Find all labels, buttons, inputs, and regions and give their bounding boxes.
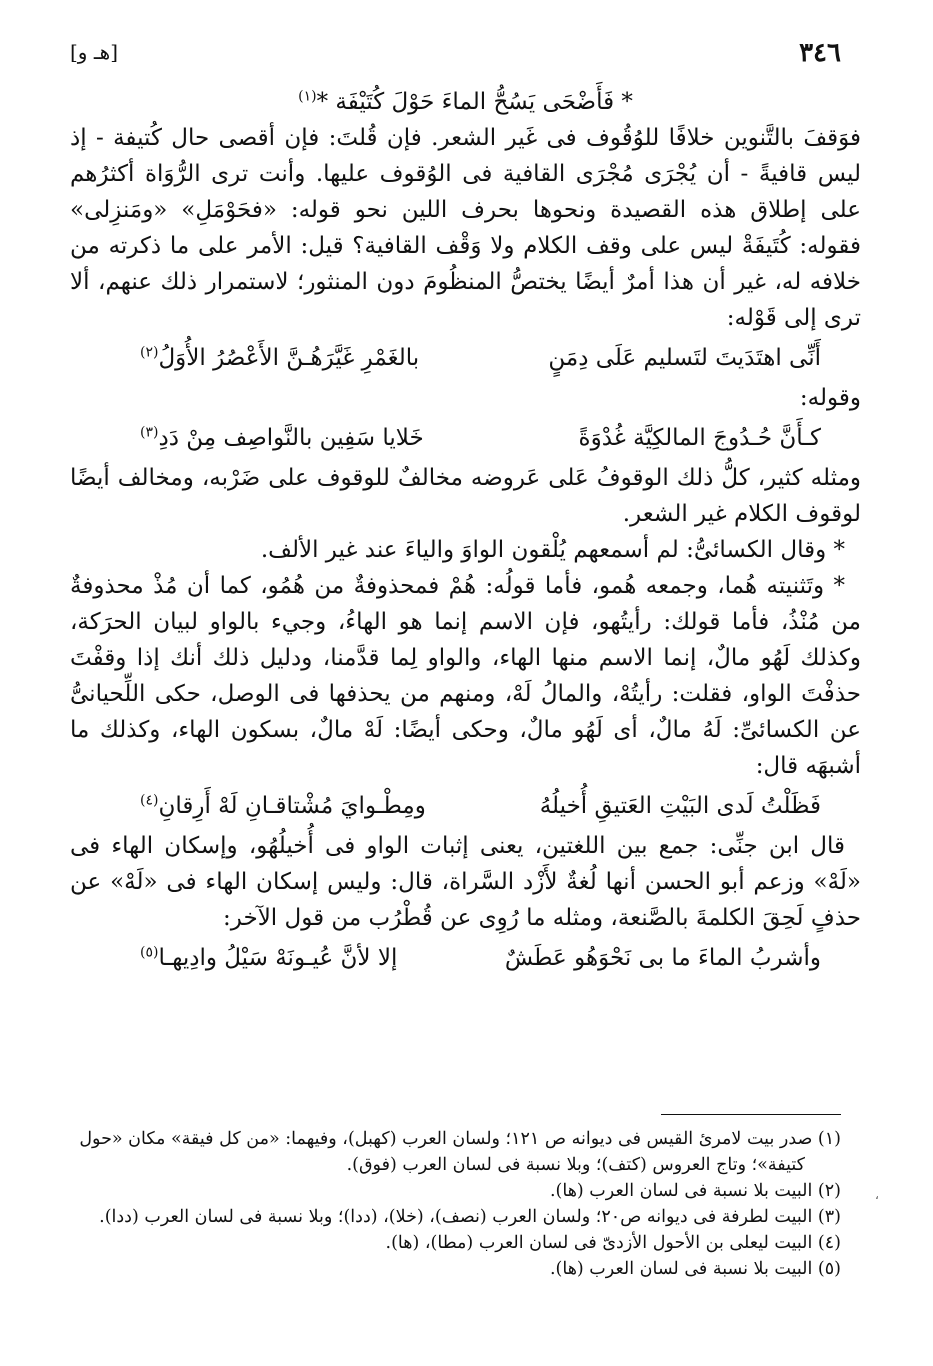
verse-text: ومِطْـوايَ مُشْتاقـانِ لَهْ أَرِقانِ xyxy=(158,793,426,819)
headword-verse: * فَأَضْحَى يَسُحُّ الماءَ حَوْلَ كُتَيْفَة * xyxy=(316,89,633,115)
verse-first-hemistich: فَظَلْتُ لَدى البَيْتِ العَتيقِ أُخيلُهُ xyxy=(539,793,821,819)
footnote-divider xyxy=(661,1114,841,1115)
verse-first-hemistich: كـأَنَّ حُـدُوجَ المالكِيَّة غُدْوَةً xyxy=(578,425,821,451)
section-marker: [هـ و] xyxy=(70,40,119,64)
footnote-ref: (٣) xyxy=(140,424,159,441)
footnote-ref: (٢) xyxy=(140,344,159,361)
verse-line xyxy=(70,786,861,826)
footnote-continuation: كتيفة»؛ وتاج العروس (كتف)؛ وبلا نسبة فى لسان العرب (فوق). xyxy=(346,1155,805,1175)
footnote: (٥) البيت بلا نسبة فى لسان العرب (ها). xyxy=(549,1259,841,1279)
footnotes xyxy=(70,1126,841,1282)
footnote: (١) صدر بيت لامرئ القيس فى ديوانه ص ١٢١؛ ولسان العرب (كهبل)، وفيهما: «من كل فيقة» مكان «حول xyxy=(79,1129,841,1149)
headword-line xyxy=(70,84,861,120)
paragraph: ومثله كثير، كلُّ ذلك الوقوفُ عَلى عَروضه مخالفٌ للوقوف على ضَرْبه، ومخالف أيضًا لوقوف الكلام غير الشعر. xyxy=(70,465,861,527)
verse-second-hemistich xyxy=(140,938,397,978)
verse-first-hemistich: وأشربُ الماءَ ما بى نَحْوَهُو عَطَشٌ xyxy=(504,945,821,971)
verse-second-hemistich xyxy=(140,338,419,378)
verse-first-hemistich: أَنِّى اهتَدَيتَ لتَسليم عَلَى دِمَنٍ xyxy=(548,345,821,371)
verse-line xyxy=(70,338,861,378)
footnote-ref: (٤) xyxy=(140,792,159,809)
verse-line xyxy=(70,938,861,978)
paragraph: فوَقفَ بالتَّنوين خلافًا للوُقُوف فى غَير الشعر. فإن قُلتَ: فإن أقصى حال كُتيفة - إذ ليس قافيةً - أن يُجْرَى مُجْرَى القافية فى الوُقوف عليها. وأنت ترى الرُّوَاة أكثرُهم على إطلاق هذه القصيدة ونحوها بحرف اللين نحو قوله: «فحَوْمَلِ» «ومَنزِلى» فقوله: كُتَيفَةْ ليس على وقف الكلام ولا وَقْف القافية؟ قيل: الأمر على ما ذكرته من خلافه له، غير أن هذا أمرٌ أيضًا يختصُّ المنظُومَ دون المنثور؛ لاستمرار ذلك عنهم، ألا ترى إلى قَوْله: xyxy=(70,125,861,331)
verse-line xyxy=(70,418,861,458)
footnote: (٣) البيت لطرفة فى ديوانه ص٢٠؛ ولسان العرب (نصف)، (خلا)، (ددا)؛ وبلا نسبة فى لسان العرب (ددا). xyxy=(99,1207,841,1227)
paragraph: * وتَثنيته هُما، وجمعه هُمو، فأما قولُه: هُمْ فمحذوفةٌ من هُمُو، كما أن مُذْ محذوفةٌ من مُنْذُ، فأما قولك: رأيتُهو، فإن الاسم إنما هو الهاءُ، وجيء بالواو لبيان الحرَكة، وكذلك لَهُو مالٌ، إنما الاسم منها الهاء، والواو لِما قدَّمنا، ودليل ذلك أنك إذا وقفْتَ حذفْتَ الواو، فقلت: رأيتُهْ، والمالُ لَهْ، ومنهم من يحذفها فى الوصل، حكى اللِّحيانىُّ عن الكسائىِّ: لَهُ مالٌ، أى لَهُو مالٌ، وحكى أيضًا: لَهْ مالٌ، بسكون الهاء، وكذلك ما أشبهَه قال: xyxy=(70,573,861,779)
verse-second-hemistich xyxy=(140,786,426,826)
page-number: ٣٤٦ xyxy=(799,38,841,68)
verse-text: إلا لأنَّ عُيـونَهْ سَيْلُ وادِيهـا xyxy=(158,945,398,971)
paragraph: وقوله: xyxy=(799,385,861,411)
verse-text: بالغَمْرِ غَيَّرَهُـنَّ الأَعْصُرُ الأُوَلُ xyxy=(158,345,420,371)
paragraph: قال ابن جنِّى: جمع بين اللغتين، يعنى إثبات الواو فى أُخيلُهُو، وإسكان الهاء فى «لَهْ» وزعم أبو الحسن أنها لُغةٌ لأَزْد السَّراة، قال: وليس إسكان الهاء فى «لَهْ» عن حذفٍ لَحِقَ الكلمةَ بالصَّنعة، ومثله ما رُوِى عن قُطْرُب من قول الآخر: xyxy=(70,833,861,931)
paragraph: * وقال الكسائىُّ: لم أسمعهم يُلْقون الواوَ والياءَ عند غير الألف. xyxy=(260,537,845,563)
main-text xyxy=(70,84,861,980)
footnote: (٤) البيت ليعلى بن الأحول الأزدىّ فى لسان العرب (مطا)، (ها). xyxy=(385,1233,841,1253)
footnote-ref: (٥) xyxy=(140,944,159,961)
verse-second-hemistich xyxy=(140,418,424,458)
footnote: (٢) البيت بلا نسبة فى لسان العرب (ها). xyxy=(549,1181,841,1201)
stray-mark: ، xyxy=(875,1188,879,1202)
verse-text: خَلايا سَفِين بالنَّواصِف مِنْ دَدِ xyxy=(158,425,424,451)
footnote-ref: (١) xyxy=(298,88,317,105)
